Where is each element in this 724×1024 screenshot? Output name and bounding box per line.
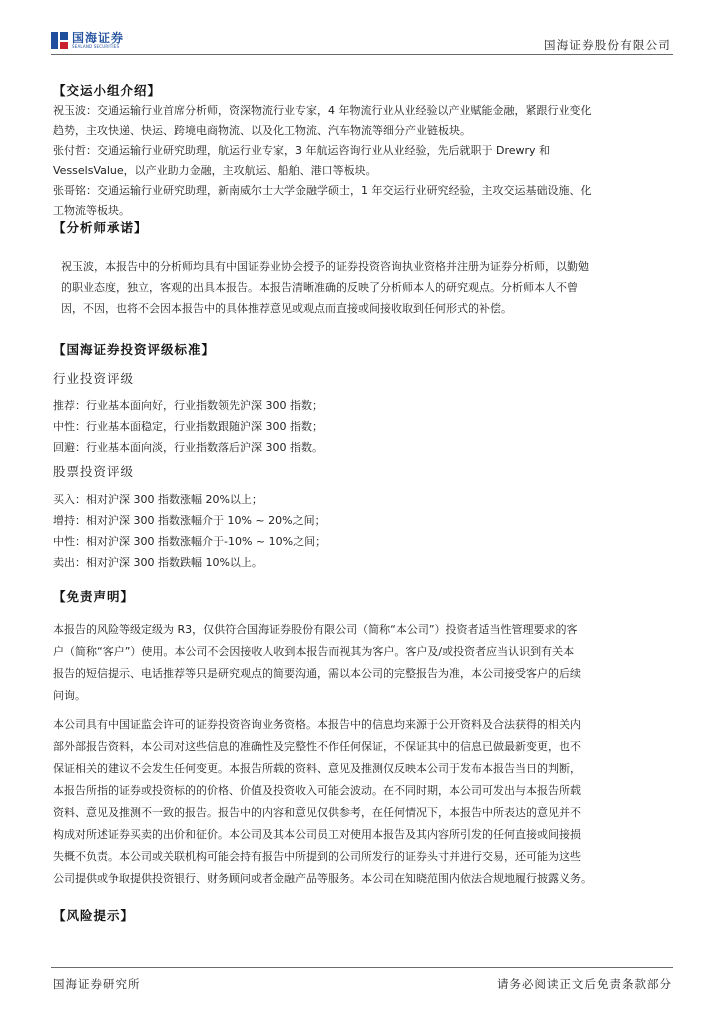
disclaimer-line: 本报告的风险等级定级为 R3，仅供符合国海证券股份有限公司（简称“本公司”）投资者适当性管理要求的客 — [53, 623, 578, 636]
commitment-line: 的职业态度，独立，客观的出具本报告。本报告清晰准确的反映了分析师本人的研究观点。分析师本人不曾 — [61, 281, 578, 294]
industry-rating-heading: 行业投资评级 — [53, 371, 135, 386]
industry-rating-item: 推荐：行业基本面向好，行业指数领先沪深 300 指数； — [53, 399, 323, 412]
disclaimer-line: 户（简称“客户”）使用。本公司不会因接收人收到本报告而视其为客户。客户及/或投资者应当认识到有关本 — [53, 645, 575, 658]
disclaimer-line: 失概不负责。本公司或关联机构可能会持有报告中所提到的公司所发行的证券头寸并进行交易，还可能为这些 — [53, 850, 581, 863]
page-header — [0, 0, 724, 56]
disclaimer-paragraph-1 — [53, 619, 581, 707]
disclaimer-paragraph-2 — [53, 714, 592, 890]
disclaimer-line: 问询。 — [53, 689, 86, 702]
disclaimer-line: 构成对所述证券买卖的出价和征价。本公司及其本公司员工对使用本报告及其内容所引发的任何直接或间接损 — [53, 828, 581, 841]
logo-english-text: SEALAND SECURITIES — [72, 44, 120, 49]
industry-rating-item: 回避：行业基本面向淡，行业指数落后沪深 300 指数。 — [53, 441, 323, 454]
stock-rating-item: 增持：相对沪深 300 指数涨幅介于 10% ~ 20%之间； — [53, 514, 326, 527]
footer-notice: 请务必阅读正文后免责条款部分 — [497, 977, 672, 991]
logo-mark-icon — [51, 32, 68, 49]
rating-section-title: 【国海证券投资评级标准】 — [53, 342, 216, 357]
disclaimer-line: 资料、意见及推测不一致的报告。报告中的内容和意见仅供参考，在任何情况下，本报告中所表达的意见并不 — [53, 806, 581, 819]
industry-rating-item: 中性：行业基本面稳定，行业指数跟随沪深 300 指数； — [53, 420, 323, 433]
team-member-line: 张哥铭：交通运输行业研究助理，新南威尔士大学金融学硕士，1 年交运行业研究经验，主攻交运基础设施、化 — [53, 184, 592, 197]
disclaimer-line: 本报告所指的证券或投资标的的价格、价值及投资收入可能会波动。在不同时期，本公司可发出与本报告所载 — [53, 784, 581, 797]
sealand-logo — [51, 32, 124, 49]
team-section-title: 【交运小组介绍】 — [53, 83, 162, 98]
company-name: 国海证券股份有限公司 — [544, 38, 671, 52]
disclaimer-section-title: 【免责声明】 — [53, 589, 135, 604]
header-divider — [51, 54, 673, 55]
disclaimer-line: 保证相关的建议不会发生任何变更。本报告所载的资料、意见及推测仅反映本公司于发布本报告当日的判断， — [53, 762, 581, 775]
commitment-line: 因，不因，也将不会因本报告中的具体推荐意见或观点而直接或间接收取到任何形式的补偿。 — [61, 302, 512, 315]
disclaimer-line: 部外部报告资料，本公司对这些信息的准确性及完整性不作任何保证，不保证其中的信息已做最新变更，也不 — [53, 740, 581, 753]
commitment-text — [61, 256, 589, 319]
stock-rating-item: 卖出：相对沪深 300 指数跌幅 10%以上。 — [53, 556, 263, 569]
team-member-line: 工物流等板块。 — [53, 204, 130, 217]
disclaimer-line: 公司提供或争取提供投资银行、财务顾问或者金融产品等服务。本公司在知晓范围内依法合规地履行披露义务。 — [53, 872, 592, 885]
team-member-line: VesselsValue，以产业助力金融，主攻航运、船舶、港口等板块。 — [53, 164, 377, 177]
team-member-line: 趋势，主攻快递、快运、跨境电商物流、以及化工物流、汽车物流等细分产业链板块。 — [53, 124, 471, 137]
risk-section-title: 【风险提示】 — [53, 908, 135, 923]
footer-institute: 国海证券研究所 — [53, 977, 141, 991]
stock-rating-item: 买入：相对沪深 300 指数涨幅 20%以上； — [53, 493, 263, 506]
industry-rating-list — [53, 395, 323, 458]
disclaimer-line: 报告的短信提示、电话推荐等只是研究观点的简要沟通，需以本公司的完整报告为准，本公司接受客户的后续 — [53, 667, 581, 680]
team-members — [53, 101, 592, 221]
commitment-line: 祝玉波，本报告中的分析师均具有中国证券业协会授予的证券投资咨询执业资格并注册为证券分析师，以勤勉 — [61, 260, 589, 273]
commitment-section-title: 【分析师承诺】 — [53, 220, 148, 235]
footer-divider — [51, 967, 673, 968]
team-member-line: 张付哲：交通运输行业研究助理，航运行业专家，3 年航运咨询行业从业经验，先后就职于 Drewry 和 — [53, 144, 551, 157]
stock-rating-list — [53, 489, 326, 573]
disclaimer-line: 本公司具有中国证监会许可的证券投资咨询业务资格。本报告中的信息均来源于公开资料及合法获得的相关内 — [53, 718, 581, 731]
logo-chinese-text: 国海证券 — [72, 31, 125, 45]
stock-rating-heading: 股票投资评级 — [53, 464, 135, 479]
stock-rating-item: 中性：相对沪深 300 指数涨幅介于-10% ~ 10%之间； — [53, 535, 327, 548]
team-member-line: 祝玉波：交通运输行业首席分析师，资深物流行业专家，4 年物流行业从业经验以产业赋能金融，紧跟行业变化 — [53, 104, 592, 117]
